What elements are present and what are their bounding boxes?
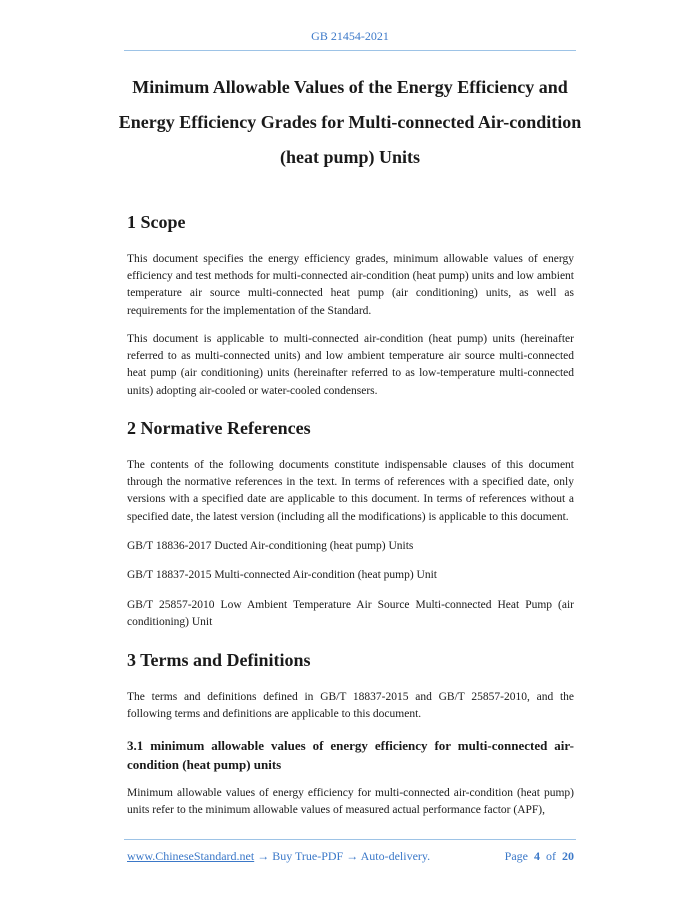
- reference-item-2: GB/T 18837-2015 Multi-connected Air-condition (heat pump) Unit: [127, 569, 438, 581]
- definition-paragraph: Minimum allowable values of energy efficiency for multi-connected air-condition (heat pump) units refer to the minimum allowable values of measured actual performance factor (APF),: [127, 787, 574, 817]
- buy-pdf-text: Buy True-PDF: [272, 849, 344, 863]
- section-heading-normative-references: 2 Normative References: [127, 418, 311, 438]
- arrow-right-icon: →: [343, 849, 361, 863]
- of-label: of: [546, 849, 556, 863]
- page-indicator: [505, 849, 574, 864]
- page-total: 20: [562, 849, 574, 863]
- reference-item-3: GB/T 25857-2010 Low Ambient Temperature Air Source Multi-connected Heat Pump (air conditioning) Unit: [127, 599, 574, 629]
- title-line-2: Energy Efficiency Grades for Multi-connected Air-condition: [118, 112, 582, 132]
- document-code-header: GB 21454-2021: [311, 29, 389, 43]
- subsection-heading-3-1: 3.1 minimum allowable values of energy efficiency for multi-connected air-condition (heat pump) units: [127, 738, 574, 772]
- footer-divider: [124, 839, 576, 840]
- section-heading-terms-and-definitions: 3 Terms and Definitions: [127, 650, 311, 670]
- title-line-1: Minimum Allowable Values of the Energy Efficiency and: [132, 77, 568, 97]
- title-line-3: (heat pump) Units: [279, 147, 421, 167]
- references-paragraph: The contents of the following documents constitute indispensable clauses of this document through the normative references in the text. In terms of references with a specified date, only versions with a specified date are applicable to this document. In terms of references without a specified date, the latest version (including all the modifications) is applicable to this document.: [127, 459, 574, 523]
- site-link[interactable]: www.ChineseStandard.net: [127, 849, 255, 863]
- section-heading-scope: 1 Scope: [127, 212, 186, 232]
- terms-paragraph: The terms and definitions defined in GB/T 18837-2015 and GB/T 25857-2010, and the following terms and definitions are applicable to this document.: [127, 691, 574, 721]
- header-divider: [124, 50, 576, 51]
- page-number: 4: [534, 849, 540, 863]
- reference-item-1: GB/T 18836-2017 Ducted Air-conditioning (heat pump) Units: [127, 540, 414, 552]
- scope-paragraph-1: This document specifies the energy efficiency grades, minimum allowable values of energy efficiency and test methods for multi-connected air-condition (heat pump) units and low ambient temperature air source multi-connected heat pump (air conditioning) units, as well as requirements for the implementation of the Standard.: [127, 253, 574, 317]
- scope-paragraph-2: This document is applicable to multi-connected air-condition (heat pump) units (hereinafter referred to as multi-connected units) and low ambient temperature air source multi-connected heat pump (air conditioning) units (hereinafter referred to as low-temperature multi-connected units) adopting air-cooled or water-cooled condensers.: [127, 333, 574, 397]
- page-label: Page: [504, 849, 528, 863]
- footer-links: [127, 849, 430, 864]
- arrow-right-icon: →: [254, 849, 273, 863]
- auto-delivery-text: Auto-delivery.: [360, 849, 431, 863]
- document-title: [110, 70, 590, 175]
